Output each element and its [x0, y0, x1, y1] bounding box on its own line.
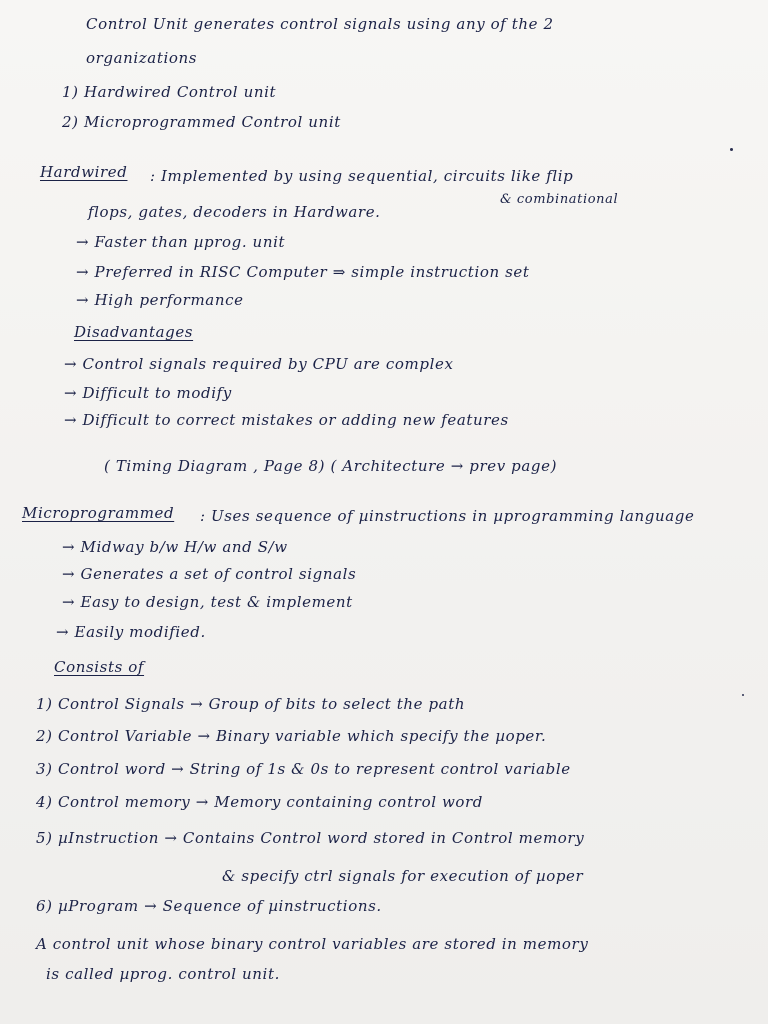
closing-line-2: is called µprog. control unit.: [46, 965, 280, 983]
component-item-5-continued: & specify ctrl signals for execution of µoper: [222, 867, 584, 885]
disadvantage-point-2: → Difficult to modify: [64, 384, 232, 402]
microprogrammed-point-4: → Easily modified.: [56, 623, 206, 641]
disadvantage-point-3: → Difficult to correct mistakes or adding new features: [64, 411, 509, 429]
organization-item-2: 2) Microprogrammed Control unit: [62, 113, 341, 131]
component-item-2: 2) Control Variable → Binary variable which specify the µoper.: [36, 727, 547, 745]
intro-line-2: organizations: [86, 49, 198, 67]
microprogrammed-heading: Microprogrammed: [22, 504, 175, 522]
hardwired-definition-insert: & combinational: [500, 192, 619, 207]
hardwired-definition-1: : Implemented by using sequential, circuits like flip: [150, 167, 574, 185]
consists-heading: Consists of: [54, 658, 145, 676]
component-item-5: 5) µInstruction → Contains Control word stored in Control memory: [36, 829, 585, 847]
component-item-6: 6) µProgram → Sequence of µinstructions.: [36, 897, 382, 915]
disadvantage-reference: ( Timing Diagram , Page 8) ( Architecture → prev page): [104, 457, 558, 475]
hardwired-point-2: → Preferred in RISC Computer ⇒ simple instruction set: [76, 263, 530, 281]
microprogrammed-point-2: → Generates a set of control signals: [62, 565, 357, 583]
component-item-4: 4) Control memory → Memory containing control word: [36, 793, 484, 811]
hardwired-point-3: → High performance: [76, 291, 244, 309]
hardwired-point-1: → Faster than µprog. unit: [76, 233, 286, 251]
hardwired-heading: Hardwired: [40, 163, 128, 181]
ink-speck: [730, 148, 733, 151]
disadvantages-heading: Disadvantages: [74, 323, 194, 341]
organization-item-1: 1) Hardwired Control unit: [62, 83, 277, 101]
component-item-1: 1) Control Signals → Group of bits to select the path: [36, 695, 466, 713]
microprogrammed-point-1: → Midway b/w H/w and S/w: [62, 538, 288, 556]
ink-speck: [742, 694, 744, 696]
component-item-3: 3) Control word → String of 1s & 0s to represent control variable: [36, 760, 571, 778]
closing-line-1: A control unit whose binary control variables are stored in memory: [36, 935, 589, 953]
hardwired-definition-2: flops, gates, decoders in Hardware.: [88, 203, 381, 221]
intro-line-1: Control Unit generates control signals using any of the 2: [86, 15, 554, 33]
microprogrammed-definition: : Uses sequence of µinstructions in µprogramming language: [200, 507, 695, 525]
microprogrammed-point-3: → Easy to design, test & implement: [62, 593, 353, 611]
disadvantage-point-1: → Control signals required by CPU are complex: [64, 355, 454, 373]
